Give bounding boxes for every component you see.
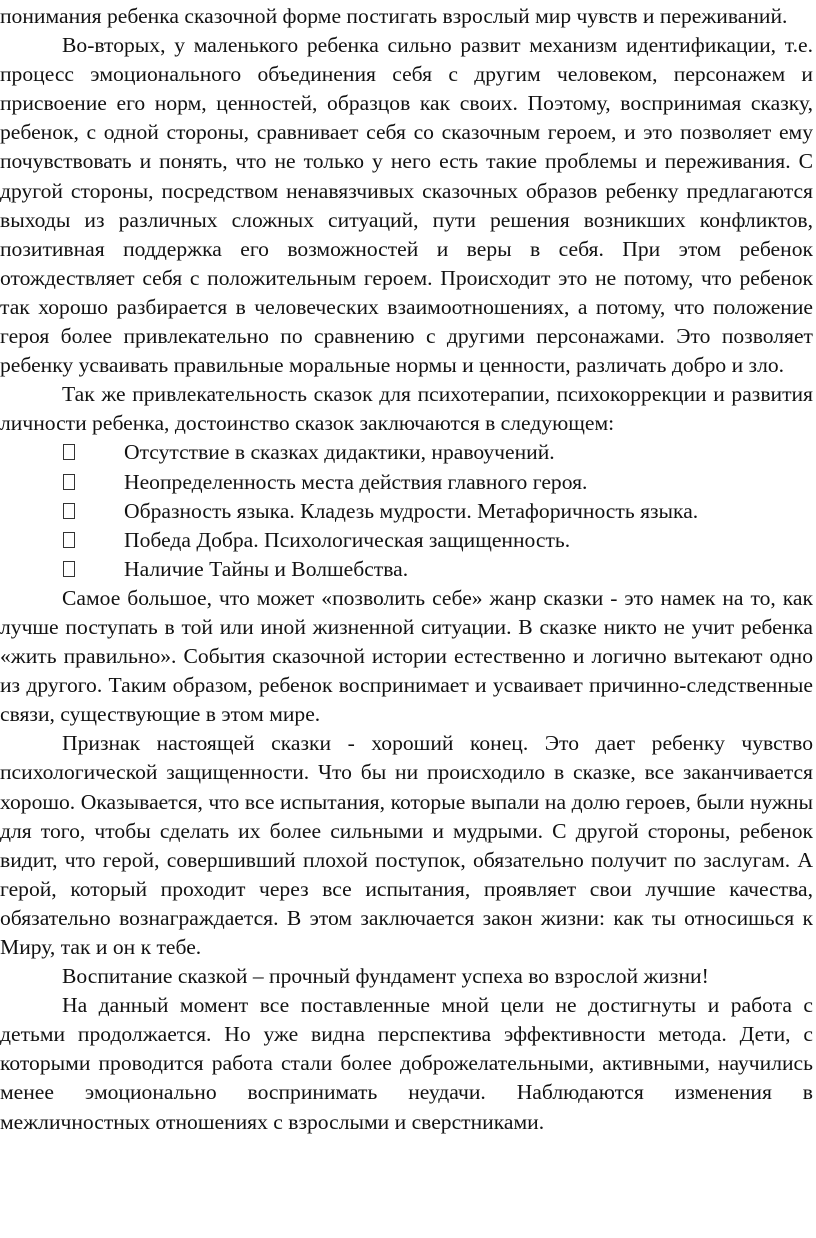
- paragraph-advantages-intro: Так же привлекательность сказок для психотерапии, психокоррекции и развития личности ребенка, достоинство сказок заключаются в следующем:: [0, 382, 813, 436]
- list-item-text: Наличие Тайны и Волшебства.: [124, 556, 409, 581]
- list-item-text: Неопределенность места действия главного героя.: [124, 469, 588, 494]
- paragraph-continuation: понимания ребенка сказочной форме постигать взрослый мир чувств и переживаний.: [0, 4, 788, 28]
- list-item-text: Образность языка. Кладезь мудрости. Метафоричность языка.: [124, 498, 699, 523]
- paragraph-fairy-tale-upbringing: Воспитание сказкой – прочный фундамент успеха во взрослой жизни!: [62, 964, 709, 989]
- paragraph-happy-ending: Признак настоящей сказки - хороший конец. Это дает ребенку чувство психологической защищенности. Что бы ни происходило в сказке, все заканчивается хорошо. Оказывается, что все испытания, которые выпали на долю героев, были нужны для того, чтобы сделать их более сильными и мудрыми. С другой стороны, ребенок видит, что герой, совершивший плохой поступок, обязательно получит по заслугам. А герой, который проходит через все испытания, проявляет свои лучшие качества, обязательно вознаграждается. В этом заключается закон жизни: как ты относишься к Миру, так и он к тебе.: [0, 731, 813, 959]
- list-item: [0, 555, 813, 584]
- paragraph-current-results: На данный момент все поставленные мной цели не достигнуты и работа с детьми продолжается. Но уже видна перспектива эффективности метода. Дети, с которыми проводится работа стали более доброжелательными, активными, научились менее эмоционально воспринимать неудачи. Наблюдаются изменения в межличностных отношениях с взрослыми и сверстниками.: [0, 993, 813, 1134]
- bullet-square-icon: [63, 444, 75, 460]
- paragraph-hint-genre: Самое большое, что может «позволить себе» жанр сказки - это намек на то, как лучше поступать в той или иной жизненной ситуации. В сказке никто не учит ребенка «жить правильно». События сказочной истории естественно и логично вытекают одно из другого. Таким образом, ребенок воспринимает и усваивает причинно-следственные связи, существующие в этом мире.: [0, 585, 813, 727]
- bullet-square-icon: [63, 474, 75, 490]
- list-item: [0, 526, 813, 555]
- bullet-square-icon: [63, 503, 75, 519]
- list-item-text: Победа Добра. Психологическая защищенность.: [124, 527, 571, 552]
- list-item: [0, 438, 813, 467]
- bullet-square-icon: [63, 532, 75, 548]
- bullet-square-icon: [63, 561, 75, 577]
- list-item: [0, 497, 813, 526]
- list-item: [0, 468, 813, 497]
- list-item-text: Отсутствие в сказках дидактики, нравоучений.: [124, 440, 555, 465]
- advantages-list: [0, 438, 813, 583]
- paragraph-identification: Во-вторых, у маленького ребенка сильно развит механизм идентификации, т.е. процесс эмоционального объединения себя с другим человеком, персонажем и присвоение его норм, ценностей, образцов как своих. Поэтому, воспринимая сказку, ребенок, с одной стороны, сравнивает себя со сказочным героем, и это позволяет ему почувствовать и понять, что не только у него есть такие проблемы и переживания. С другой стороны, посредством ненавязчивых сказочных образов ребенку предлагаются выходы из различных сложных ситуаций, пути решения возникших конфликтов, позитивная поддержка его возможностей и веры в себя. При этом ребенок отождествляет себя с положительным героем. Происходит это не потому, что ребенок так хорошо разбирается в человеческих взаимоотношениях, а потому, что положение героя более привлекательно по сравнению с другими персонажами. Это позволяет ребенку усваивать правильные моральные нормы и ценности, различать добро и зло.: [0, 33, 813, 378]
